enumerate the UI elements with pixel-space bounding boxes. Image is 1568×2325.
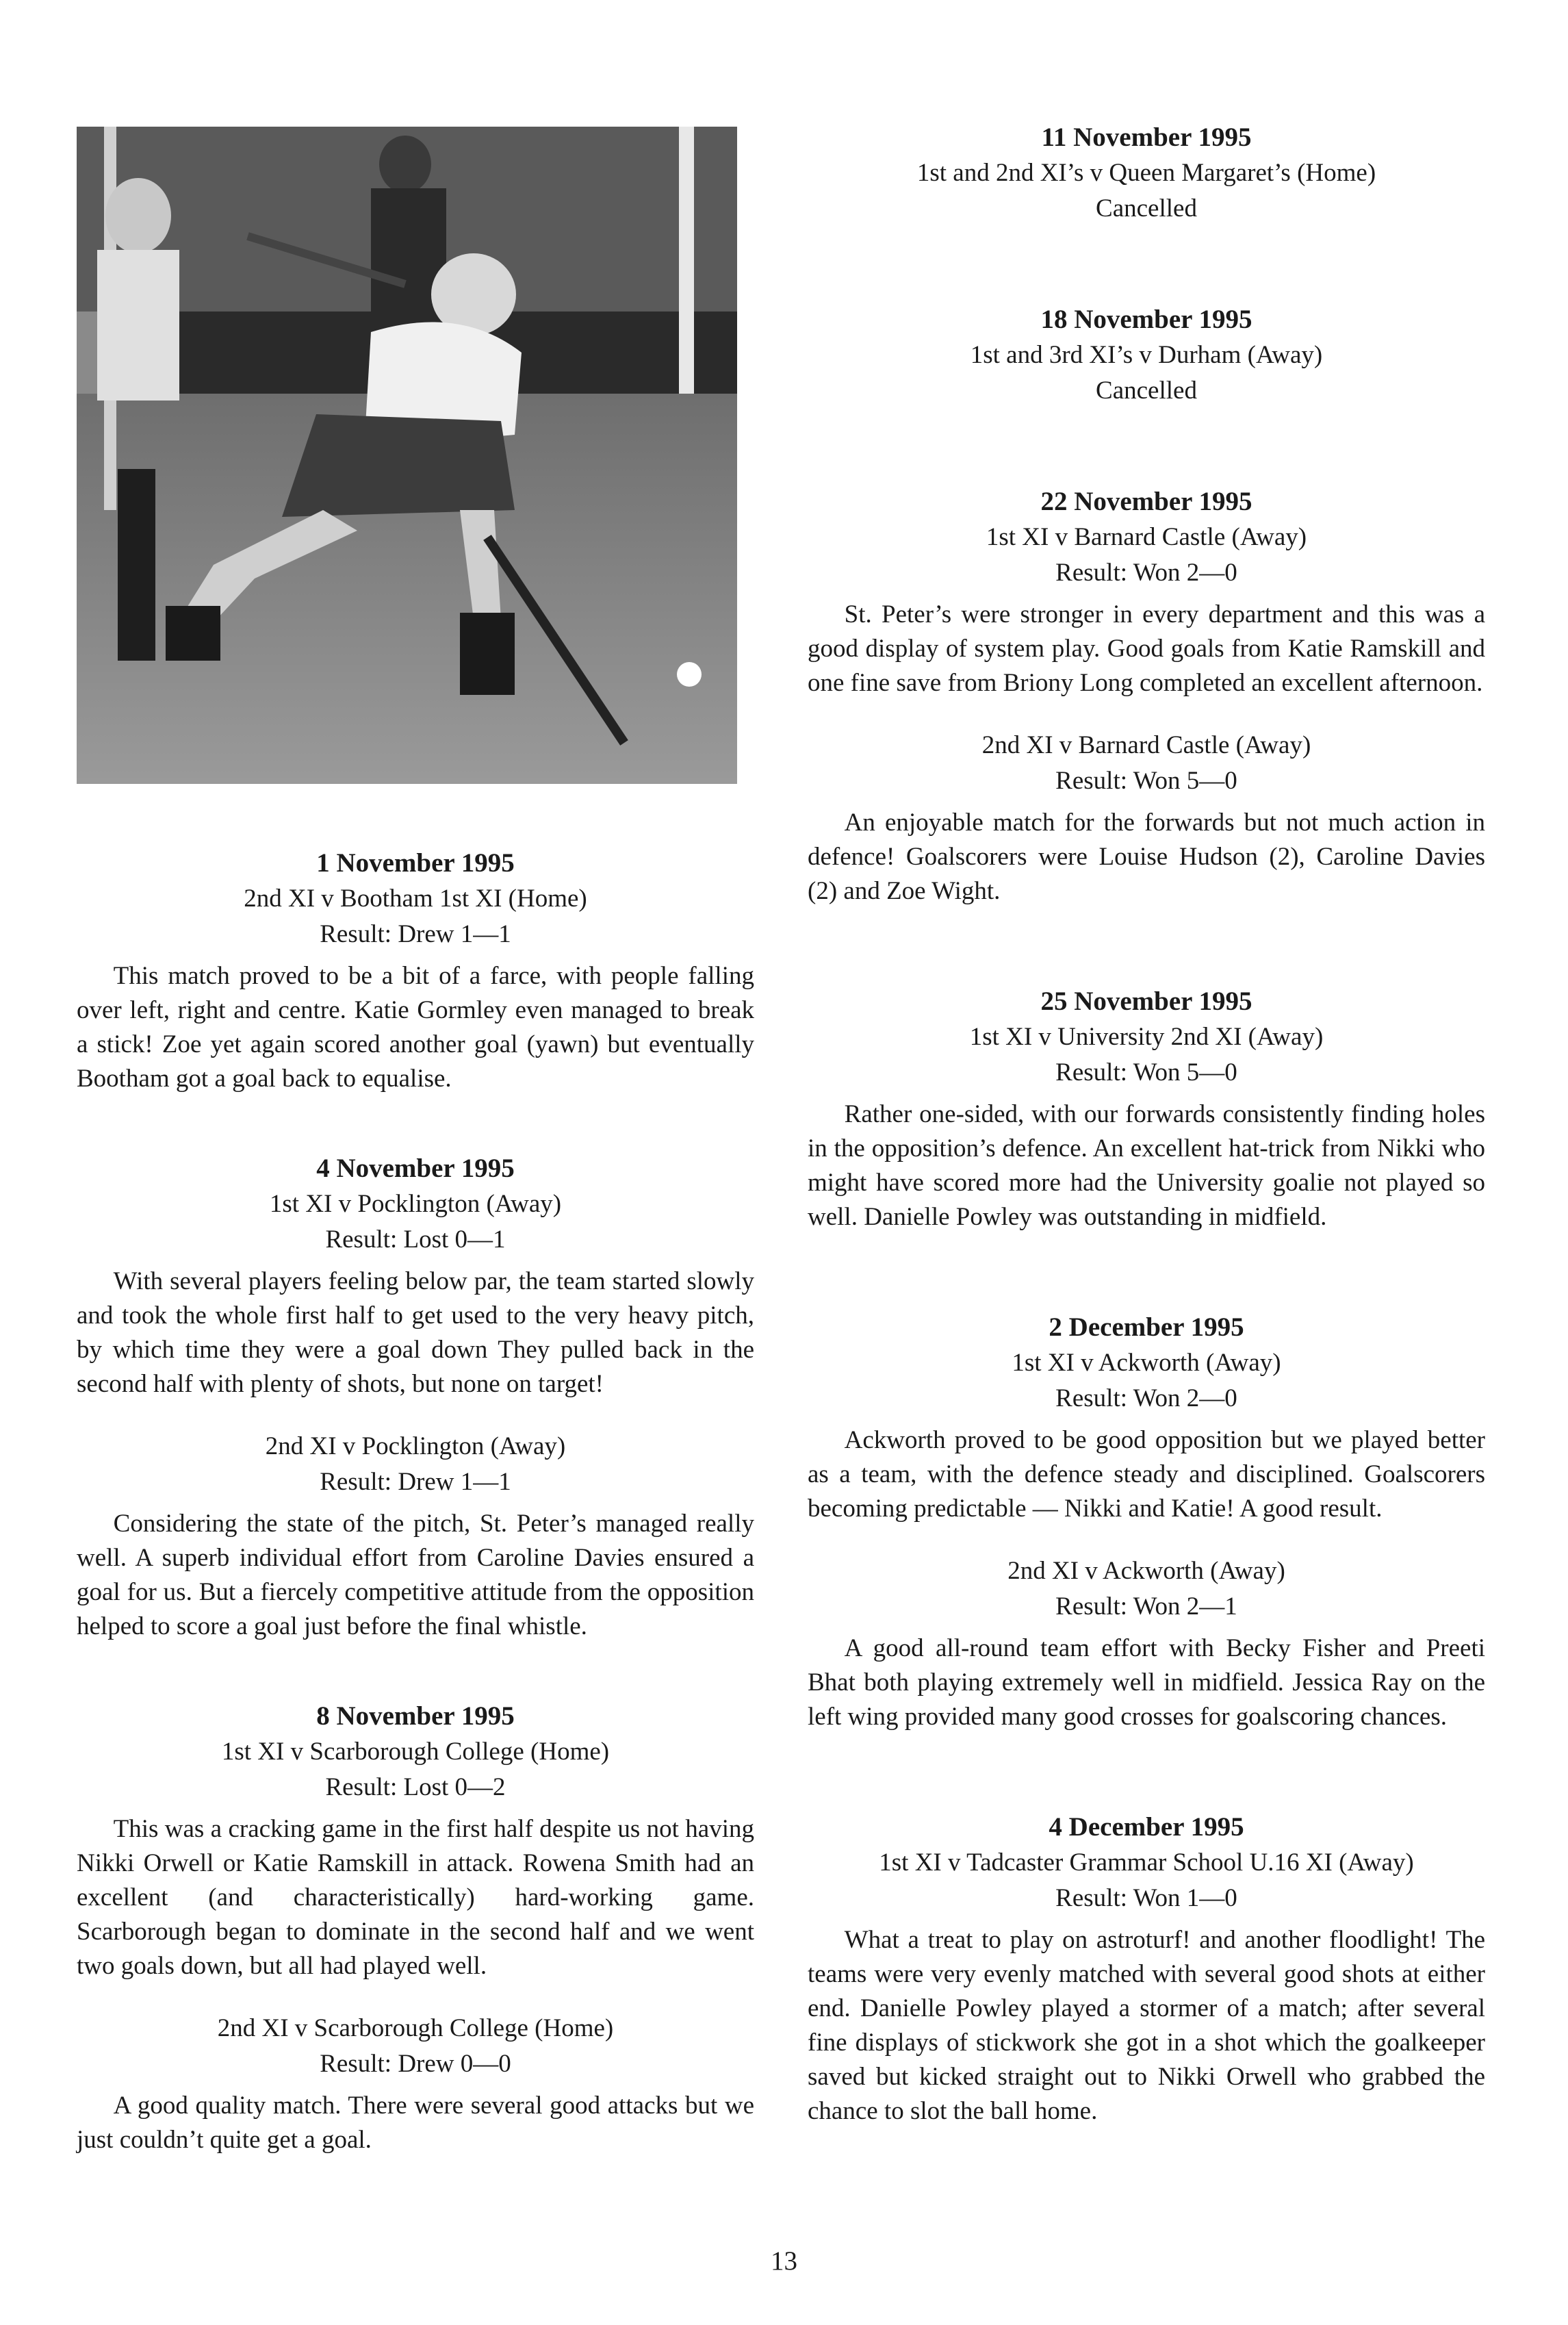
result-line: Result: Drew 0—0 (320, 2050, 511, 2078)
fixture-line: 1st and 2nd XI’s v Queen Margaret’s (Home) (916, 159, 1376, 187)
match-report-text: This match proved to be a bit of a farce, with people falling over left, right and centre. Katie Gormley even managed to break a stick! Zoe yet again scored another goal (yawn) but eventually Bootham got a goal back to equalise. (77, 962, 754, 1093)
match-report (808, 728, 1485, 799)
fixture-line: 1st XI v Pocklington (Away) (269, 1190, 562, 1218)
match-date: 22 November 1995 (1040, 487, 1252, 516)
match-date: 11 November 1995 (1041, 123, 1252, 152)
fixture-line: 1st XI v Ackworth (Away) (1012, 1349, 1281, 1377)
match-report-text: Rather one-sided, with our forwards consistently finding holes in the opposition’s defence. An excellent hat-trick from Nikki who might have scored more had the University goalie not played so well. Danielle Powley was outstanding in midfield. (808, 1100, 1485, 1231)
result-line: Result: Drew 1—1 (320, 1468, 511, 1496)
match-report-text: Ackworth proved to be good opposition but we played better as a team, with the defence steady and disciplined. Goalscorers becoming predictable — Nikki and Katie! A good result. (808, 1426, 1485, 1523)
fixture-line: 2nd XI v Pocklington (Away) (265, 1432, 566, 1460)
match-report (77, 2011, 754, 2082)
match-report-text: Considering the state of the pitch, St. Peter’s managed really well. A superb individual effort from Caroline Davies ensured a goal for us. But a fiercely competitive attitude from the opposition helped to score a goal just before the final whistle. (77, 1510, 754, 1640)
match-report (808, 484, 1485, 591)
result-line: Result: Won 1—0 (1055, 1884, 1237, 1912)
match-report (808, 1809, 1485, 1916)
match-date: 8 November 1995 (316, 1701, 515, 1731)
fixture-line: 2nd XI v Barnard Castle (Away) (981, 731, 1311, 759)
left-column (77, 846, 754, 2157)
fixture-line: 1st XI v Scarborough College (Home) (221, 1738, 610, 1766)
match-report-text: What a treat to play on astroturf! and another floodlight! The teams were very evenly matched with several good shots at either end. Danielle Powley played a stormer of a match; after several fine displays of stickwork she got in a shot which the goalkeeper saved but kicked straight out to Nikki Orwell who grabbed the chance to slot the ball home. (808, 1926, 1485, 2125)
match-report-text: A good all-round team effort with Becky Fisher and Preeti Bhat both playing extremely well in midfield. Jessica Ray on the left wing provided many good crosses for goalscoring chances. (808, 1634, 1485, 1731)
match-date: 4 December 1995 (1049, 1812, 1244, 1842)
result-line: Result: Won 2—0 (1055, 1384, 1237, 1412)
result-line: Result: Won 5—0 (1055, 767, 1237, 795)
fixture-line: 1st and 3rd XI’s v Durham (Away) (970, 341, 1323, 369)
match-report-text: This was a cracking game in the first half despite us not having Nikki Orwell or Katie Ramskill in attack. Rowena Smith had an excellent (and characteristically) hard-working game. Scarborough began to dominate in the second half and we went two goals down, but all had played well. (77, 1815, 754, 1980)
match-report-text: With several players feeling below par, the team started slowly and took the whole first half to get used to the very heavy pitch, by which time they were a goal down They pulled back in the second half with plenty of shots, but none on target! (77, 1267, 754, 1398)
page-number: 13 (771, 2246, 797, 2276)
result-line: Result: Drew 1—1 (320, 920, 511, 948)
match-report (808, 984, 1485, 1091)
match-date: 25 November 1995 (1040, 987, 1252, 1016)
match-report (77, 1429, 754, 1500)
hockey-photo (77, 127, 737, 784)
fixture-line: 1st XI v University 2nd XI (Away) (969, 1023, 1324, 1051)
result-line: Result: Won 5—0 (1055, 1058, 1237, 1087)
fixture-line: 2nd XI v Ackworth (Away) (1007, 1557, 1285, 1585)
match-report (808, 302, 1485, 409)
match-report (808, 120, 1485, 227)
match-report (808, 1310, 1485, 1416)
match-report-text: An enjoyable match for the forwards but not much action in defence! Goalscorers were Louise Hudson (2), Caroline Davies (2) and Zoe Wight. (808, 809, 1485, 905)
match-date: 4 November 1995 (316, 1154, 515, 1183)
fixture-line: 2nd XI v Bootham 1st XI (Home) (244, 885, 587, 913)
match-report (77, 1151, 754, 1258)
result-line: Result: Lost 0—2 (325, 1773, 506, 1801)
hockey-player-photo-icon (77, 127, 737, 784)
match-report (77, 846, 754, 952)
result-line: Result: Won 2—1 (1055, 1592, 1237, 1621)
match-date: 2 December 1995 (1049, 1312, 1244, 1342)
match-date: 1 November 1995 (316, 848, 515, 878)
result-line: Result: Won 2—0 (1055, 559, 1237, 587)
fixture-line: 1st XI v Barnard Castle (Away) (986, 523, 1307, 551)
match-report-text: St. Peter’s were stronger in every department and this was a good display of system play. Good goals from Katie Ramskill and one fine save from Briony Long completed an excellent afternoon. (808, 600, 1485, 697)
result-line: Cancelled (1096, 194, 1197, 223)
match-date: 18 November 1995 (1040, 305, 1252, 334)
match-report (808, 1553, 1485, 1625)
match-report (77, 1699, 754, 1805)
right-column (808, 120, 1485, 2129)
result-line: Result: Lost 0—1 (325, 1225, 506, 1254)
result-line: Cancelled (1096, 377, 1197, 405)
match-report-text: A good quality match. There were several good attacks but we just couldn’t quite get a goal. (77, 2092, 754, 2154)
fixture-line: 2nd XI v Scarborough College (Home) (217, 2014, 614, 2042)
fixture-line: 1st XI v Tadcaster Grammar School U.16 XI (Away) (879, 1848, 1414, 1877)
